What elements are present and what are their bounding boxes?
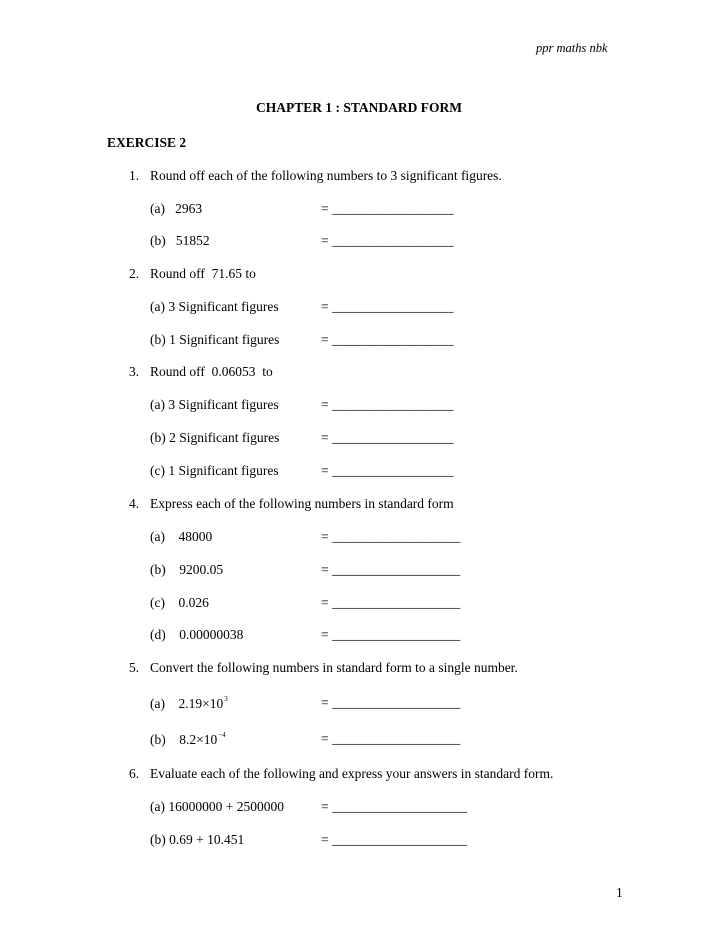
answer-blank[interactable]: = ___________________ — [321, 562, 461, 577]
answer-blank[interactable]: = ____________________ — [321, 832, 467, 847]
question-number: 5. — [129, 660, 140, 675]
answer-blank[interactable]: = ___________________ — [321, 595, 461, 610]
part-label: (b) 1 Significant figures — [150, 332, 280, 347]
part-label: (d) 0.00000038 — [150, 627, 244, 642]
answer-blank[interactable]: = ___________________ — [321, 731, 461, 746]
exercise-title: EXERCISE 2 — [107, 135, 187, 150]
answer-blank[interactable]: = __________________ — [321, 332, 454, 347]
exponent: −4 — [218, 731, 226, 739]
answer-blank[interactable]: = __________________ — [321, 430, 454, 445]
part-label: (c) 0.026 — [150, 595, 209, 610]
question-text: Round off each of the following numbers to 3 significant figures. — [150, 168, 502, 183]
answer-blank[interactable]: = ____________________ — [321, 799, 467, 814]
part-label: (a) 16000000 + 2500000 — [150, 799, 284, 814]
question-number: 6. — [129, 766, 140, 781]
part-label: (b) 0.69 + 10.451 — [150, 832, 245, 847]
exponent: 3 — [224, 695, 228, 703]
part-label-expression — [150, 695, 228, 712]
question-text: Round off 71.65 to — [150, 266, 256, 281]
answer-blank[interactable]: = __________________ — [321, 233, 454, 248]
chapter-title: CHAPTER 1 : STANDARD FORM — [256, 100, 462, 115]
answer-blank[interactable]: = __________________ — [321, 463, 454, 478]
part-label-expression — [150, 731, 226, 748]
answer-blank[interactable]: = __________________ — [321, 397, 454, 412]
part-label: (a) 2.19×10 — [150, 696, 224, 711]
page-number: 1 — [616, 885, 623, 900]
part-label: (a) 2963 — [150, 201, 203, 216]
question-text: Convert the following numbers in standard form to a single number. — [150, 660, 518, 675]
part-label: (b) 2 Significant figures — [150, 430, 280, 445]
part-label: (a) 3 Significant figures — [150, 299, 279, 314]
question-text: Evaluate each of the following and express your answers in standard form. — [150, 766, 554, 781]
question-text: Round off 0.06053 to — [150, 364, 273, 379]
question-number: 3. — [129, 364, 140, 379]
part-label: (a) 48000 — [150, 529, 213, 544]
question-number: 1. — [129, 168, 140, 183]
question-number: 4. — [129, 496, 140, 511]
part-label: (b) 8.2×10 — [150, 732, 218, 747]
question-text: Express each of the following numbers in standard form — [150, 496, 454, 511]
answer-blank[interactable]: = ___________________ — [321, 529, 461, 544]
answer-blank[interactable]: = __________________ — [321, 201, 454, 216]
answer-blank[interactable]: = ___________________ — [321, 627, 461, 642]
answer-blank[interactable]: = ___________________ — [321, 695, 461, 710]
answer-blank[interactable]: = __________________ — [321, 299, 454, 314]
part-label: (c) 1 Significant figures — [150, 463, 279, 478]
header-note: ppr maths nbk — [536, 41, 608, 55]
part-label: (b) 51852 — [150, 233, 210, 248]
part-label: (b) 9200.05 — [150, 562, 224, 577]
question-number: 2. — [129, 266, 140, 281]
part-label: (a) 3 Significant figures — [150, 397, 279, 412]
